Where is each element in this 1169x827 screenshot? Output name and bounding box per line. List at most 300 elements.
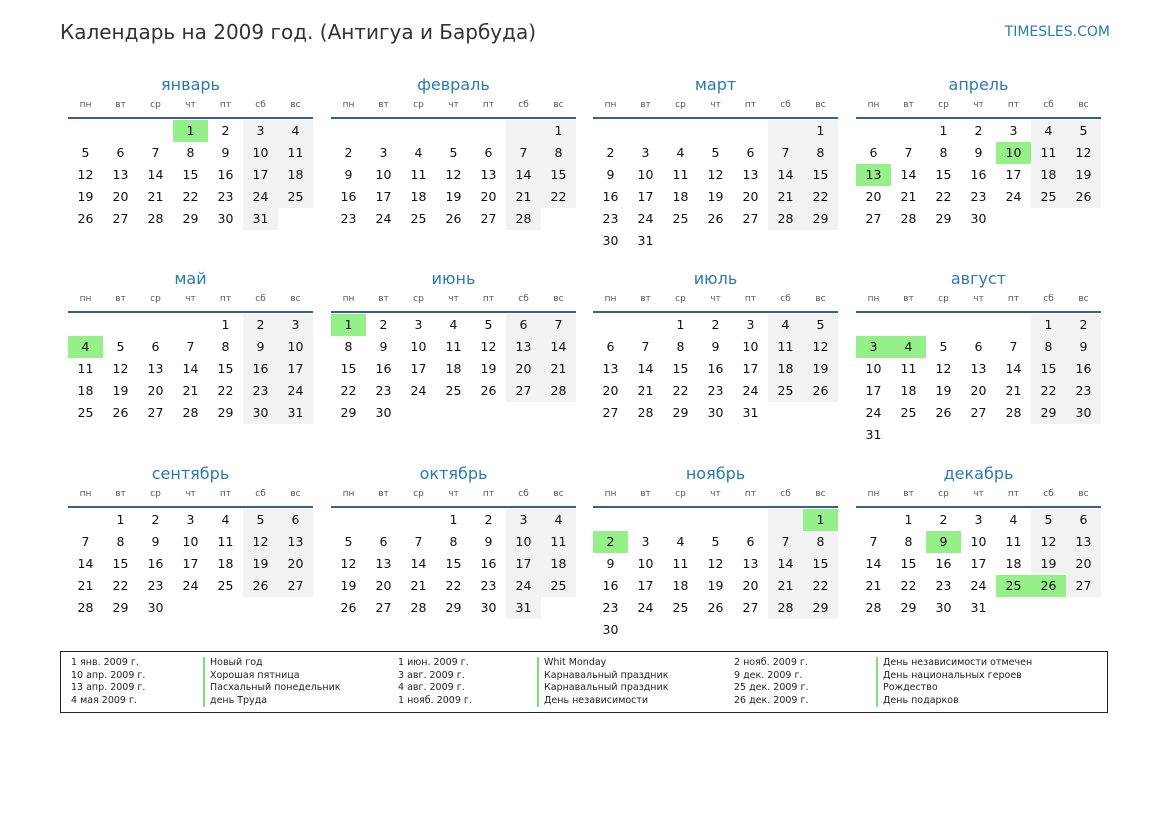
empty-cell bbox=[366, 120, 401, 142]
day-cell: 10 bbox=[410, 339, 427, 354]
day-cell: 24 bbox=[278, 380, 313, 402]
day-cell: 25 bbox=[278, 186, 313, 208]
day-cell: 1 bbox=[449, 512, 458, 527]
day-cell: 13 bbox=[602, 361, 619, 376]
day-cell: 16 bbox=[147, 556, 164, 571]
weekday-label: пн bbox=[79, 100, 92, 110]
legend-holiday-name: Карнавальный праздник bbox=[537, 670, 668, 683]
holiday-day-cell: 4 bbox=[891, 336, 926, 358]
day-cell: 15 bbox=[112, 556, 129, 571]
day-cell: 18 bbox=[278, 164, 313, 186]
day-cell: 22 bbox=[445, 578, 462, 593]
month-12 bbox=[856, 462, 1101, 619]
empty-cell bbox=[926, 314, 961, 336]
day-cell: 26 bbox=[935, 405, 952, 420]
day-cell: 19 bbox=[707, 578, 724, 593]
holiday-legend bbox=[60, 651, 1108, 713]
brand-link[interactable]: TIMESLES.COM bbox=[1004, 24, 1110, 40]
day-cell: 19 bbox=[707, 189, 724, 204]
day-cell: 2 bbox=[243, 314, 278, 336]
day-cell: 17 bbox=[243, 164, 278, 186]
day-cell: 17 bbox=[1005, 167, 1022, 182]
day-cell: 27 bbox=[480, 211, 497, 226]
legend-date: 1 июн. 2009 г. bbox=[398, 657, 469, 668]
weekday-label: сб bbox=[518, 100, 529, 110]
legend-holiday-name: День независимости bbox=[537, 695, 668, 708]
day-cell: 14 bbox=[768, 164, 803, 186]
day-cell: 16 bbox=[935, 556, 952, 571]
day-cell: 3 bbox=[974, 512, 983, 527]
day-cell: 18 bbox=[77, 383, 94, 398]
day-cell: 27 bbox=[375, 600, 392, 615]
legend-dates-col-2 bbox=[398, 657, 472, 707]
day-cell: 20 bbox=[506, 358, 541, 380]
day-cell: 19 bbox=[112, 383, 129, 398]
day-cell: 5 bbox=[243, 509, 278, 531]
page-title: Календарь на 2009 год. (Антигуа и Барбуда) bbox=[60, 20, 537, 44]
day-cell: 28 bbox=[900, 211, 917, 226]
weekday-label: сб bbox=[1043, 100, 1054, 110]
day-grid bbox=[68, 509, 313, 619]
day-cell: 14 bbox=[506, 164, 541, 186]
day-cell: 15 bbox=[445, 556, 462, 571]
day-cell: 7 bbox=[768, 142, 803, 164]
weekday-label: пт bbox=[1007, 489, 1020, 499]
day-cell: 11 bbox=[768, 336, 803, 358]
day-cell: 3 bbox=[379, 145, 388, 160]
empty-cell bbox=[698, 120, 733, 142]
day-cell: 21 bbox=[900, 189, 917, 204]
day-grid bbox=[593, 120, 838, 252]
day-cell: 2 bbox=[974, 123, 983, 138]
day-cell: 22 bbox=[672, 383, 689, 398]
day-cell: 30 bbox=[243, 402, 278, 424]
weekday-header bbox=[68, 291, 313, 313]
day-cell: 27 bbox=[865, 211, 882, 226]
day-cell: 28 bbox=[865, 600, 882, 615]
day-cell: 24 bbox=[637, 600, 654, 615]
day-cell: 28 bbox=[77, 600, 94, 615]
day-cell: 6 bbox=[869, 145, 878, 160]
day-cell: 28 bbox=[506, 208, 541, 230]
weekday-label: пн bbox=[79, 294, 92, 304]
day-grid bbox=[331, 120, 576, 230]
day-cell: 27 bbox=[742, 600, 759, 615]
day-cell: 21 bbox=[77, 578, 94, 593]
weekday-label: вс bbox=[1078, 100, 1089, 110]
weekday-label: пт bbox=[219, 294, 232, 304]
day-cell: 10 bbox=[506, 531, 541, 553]
day-cell: 30 bbox=[602, 622, 619, 637]
day-cell: 8 bbox=[803, 531, 838, 553]
day-cell: 19 bbox=[1066, 164, 1101, 186]
day-cell: 2 bbox=[151, 512, 160, 527]
day-cell: 12 bbox=[1031, 531, 1066, 553]
day-cell: 20 bbox=[970, 383, 987, 398]
legend-date: 26 дек. 2009 г. bbox=[734, 694, 809, 706]
weekday-label: вс bbox=[815, 294, 826, 304]
day-cell: 21 bbox=[410, 578, 427, 593]
weekday-label: ср bbox=[675, 489, 686, 499]
weekday-label: вт bbox=[640, 489, 651, 499]
day-cell: 14 bbox=[541, 336, 576, 358]
day-cell: 13 bbox=[375, 556, 392, 571]
day-cell: 7 bbox=[414, 534, 423, 549]
month-9 bbox=[68, 462, 313, 619]
weekday-label: пн bbox=[867, 100, 880, 110]
legend-date: 1 янв. 2009 г. bbox=[71, 657, 139, 668]
day-cell: 29 bbox=[672, 405, 689, 420]
day-grid bbox=[856, 509, 1101, 619]
day-cell: 5 bbox=[711, 145, 720, 160]
empty-cell bbox=[628, 314, 663, 336]
legend-dates-col-1 bbox=[71, 657, 145, 707]
legend-names-col-1 bbox=[203, 657, 341, 707]
empty-cell bbox=[401, 509, 436, 531]
day-cell: 24 bbox=[410, 383, 427, 398]
day-cell: 10 bbox=[182, 534, 199, 549]
day-cell: 26 bbox=[707, 211, 724, 226]
weekday-label: чт bbox=[185, 294, 196, 304]
day-cell: 25 bbox=[672, 211, 689, 226]
day-cell: 23 bbox=[375, 383, 392, 398]
day-cell: 27 bbox=[602, 405, 619, 420]
empty-cell bbox=[768, 120, 803, 142]
day-cell: 20 bbox=[742, 578, 759, 593]
holiday-day-cell: 10 bbox=[996, 142, 1031, 164]
day-cell: 11 bbox=[900, 361, 917, 376]
weekday-label: пн bbox=[342, 100, 355, 110]
day-cell: 19 bbox=[77, 189, 94, 204]
day-cell: 12 bbox=[112, 361, 129, 376]
empty-cell bbox=[593, 314, 628, 336]
weekday-label: пт bbox=[482, 294, 495, 304]
day-cell: 18 bbox=[445, 361, 462, 376]
day-cell: 6 bbox=[278, 509, 313, 531]
weekday-label: чт bbox=[185, 100, 196, 110]
weekday-label: сб bbox=[255, 294, 266, 304]
day-cell: 8 bbox=[541, 142, 576, 164]
day-cell: 16 bbox=[602, 189, 619, 204]
day-cell: 11 bbox=[278, 142, 313, 164]
day-cell: 9 bbox=[711, 339, 720, 354]
day-cell: 20 bbox=[147, 383, 164, 398]
legend-holiday-name: день Труда bbox=[203, 695, 341, 708]
legend-date: 4 мая 2009 г. bbox=[71, 694, 137, 706]
empty-cell bbox=[103, 120, 138, 142]
day-cell: 15 bbox=[900, 556, 917, 571]
day-cell: 10 bbox=[865, 361, 882, 376]
empty-cell bbox=[173, 314, 208, 336]
day-cell: 5 bbox=[711, 534, 720, 549]
day-cell: 22 bbox=[217, 383, 234, 398]
month-7 bbox=[593, 267, 838, 424]
day-cell: 3 bbox=[278, 314, 313, 336]
day-cell: 8 bbox=[676, 339, 685, 354]
legend-holiday-name: Whit Monday bbox=[537, 657, 668, 670]
weekday-label: чт bbox=[710, 489, 721, 499]
day-cell: 23 bbox=[602, 600, 619, 615]
day-cell: 24 bbox=[375, 211, 392, 226]
day-cell: 22 bbox=[340, 383, 357, 398]
legend-holiday-name: День национальных героев bbox=[876, 670, 1032, 683]
day-cell: 2 bbox=[1066, 314, 1101, 336]
weekday-label: ср bbox=[150, 100, 161, 110]
day-cell: 19 bbox=[480, 361, 497, 376]
day-cell: 26 bbox=[803, 380, 838, 402]
day-cell: 28 bbox=[182, 405, 199, 420]
day-grid bbox=[68, 314, 313, 424]
day-cell: 17 bbox=[970, 556, 987, 571]
day-cell: 25 bbox=[768, 380, 803, 402]
day-cell: 6 bbox=[151, 339, 160, 354]
day-cell: 5 bbox=[344, 534, 353, 549]
day-cell: 6 bbox=[746, 534, 755, 549]
day-cell: 20 bbox=[1066, 553, 1101, 575]
day-cell: 12 bbox=[445, 167, 462, 182]
day-cell: 24 bbox=[506, 575, 541, 597]
weekday-label: пт bbox=[1007, 100, 1020, 110]
day-cell: 6 bbox=[974, 339, 983, 354]
month-6 bbox=[331, 267, 576, 424]
legend-date: 4 авг. 2009 г. bbox=[398, 682, 465, 694]
day-cell: 17 bbox=[182, 556, 199, 571]
day-cell: 25 bbox=[410, 211, 427, 226]
day-cell: 28 bbox=[147, 211, 164, 226]
holiday-day-cell: 1 bbox=[173, 120, 208, 142]
day-cell: 16 bbox=[602, 578, 619, 593]
day-cell: 1 bbox=[221, 317, 230, 332]
day-cell: 8 bbox=[939, 145, 948, 160]
day-cell: 22 bbox=[935, 189, 952, 204]
day-cell: 10 bbox=[243, 142, 278, 164]
empty-cell bbox=[103, 314, 138, 336]
day-cell: 29 bbox=[217, 405, 234, 420]
day-cell: 5 bbox=[81, 145, 90, 160]
day-cell: 30 bbox=[1066, 402, 1101, 424]
day-cell: 29 bbox=[900, 600, 917, 615]
day-cell: 9 bbox=[1066, 336, 1101, 358]
empty-cell bbox=[506, 120, 541, 142]
month-name: май bbox=[174, 269, 207, 288]
day-cell: 25 bbox=[445, 383, 462, 398]
day-cell: 31 bbox=[637, 233, 654, 248]
holiday-day-cell: 3 bbox=[856, 336, 891, 358]
day-cell: 18 bbox=[217, 556, 234, 571]
weekday-header bbox=[856, 486, 1101, 508]
weekday-label: вт bbox=[115, 100, 126, 110]
day-cell: 24 bbox=[865, 405, 882, 420]
weekday-label: пн bbox=[604, 294, 617, 304]
day-cell: 22 bbox=[900, 578, 917, 593]
weekday-label: сб bbox=[780, 100, 791, 110]
empty-cell bbox=[138, 314, 173, 336]
day-cell: 18 bbox=[541, 553, 576, 575]
day-cell: 14 bbox=[77, 556, 94, 571]
empty-cell bbox=[856, 314, 891, 336]
legend-holiday-name: Карнавальный праздник bbox=[537, 682, 668, 695]
day-cell: 24 bbox=[1005, 189, 1022, 204]
legend-date: 2 нояб. 2009 г. bbox=[734, 657, 808, 668]
empty-cell bbox=[856, 120, 891, 142]
day-cell: 14 bbox=[900, 167, 917, 182]
day-grid bbox=[331, 314, 576, 424]
day-cell: 5 bbox=[939, 339, 948, 354]
day-cell: 2 bbox=[606, 145, 615, 160]
day-cell: 17 bbox=[278, 358, 313, 380]
weekday-label: вт bbox=[378, 100, 389, 110]
weekday-header bbox=[68, 486, 313, 508]
weekday-label: чт bbox=[448, 294, 459, 304]
day-cell: 5 bbox=[484, 317, 493, 332]
day-cell: 8 bbox=[449, 534, 458, 549]
month-10 bbox=[331, 462, 576, 619]
day-cell: 26 bbox=[445, 211, 462, 226]
day-cell: 10 bbox=[637, 167, 654, 182]
day-cell: 29 bbox=[803, 208, 838, 230]
day-cell: 17 bbox=[506, 553, 541, 575]
day-cell: 24 bbox=[742, 383, 759, 398]
day-cell: 13 bbox=[970, 361, 987, 376]
day-cell: 11 bbox=[1031, 142, 1066, 164]
month-5 bbox=[68, 267, 313, 424]
day-cell: 6 bbox=[746, 145, 755, 160]
empty-cell bbox=[891, 120, 926, 142]
weekday-label: ср bbox=[675, 294, 686, 304]
day-cell: 9 bbox=[151, 534, 160, 549]
day-cell: 27 bbox=[742, 211, 759, 226]
legend-date: 13 апр. 2009 г. bbox=[71, 682, 146, 694]
weekday-label: пн bbox=[342, 489, 355, 499]
day-cell: 31 bbox=[243, 208, 278, 230]
day-cell: 22 bbox=[182, 189, 199, 204]
day-cell: 7 bbox=[768, 531, 803, 553]
day-cell: 15 bbox=[217, 361, 234, 376]
weekday-label: пт bbox=[482, 489, 495, 499]
weekday-label: сб bbox=[255, 100, 266, 110]
day-cell: 5 bbox=[449, 145, 458, 160]
month-name: июль bbox=[693, 269, 738, 288]
day-cell: 9 bbox=[484, 534, 493, 549]
day-cell: 14 bbox=[637, 361, 654, 376]
holiday-day-cell: 13 bbox=[856, 164, 891, 186]
empty-cell bbox=[768, 509, 803, 531]
day-cell: 22 bbox=[541, 186, 576, 208]
day-cell: 27 bbox=[278, 575, 313, 597]
day-cell: 7 bbox=[641, 339, 650, 354]
day-cell: 6 bbox=[506, 314, 541, 336]
day-cell: 13 bbox=[506, 336, 541, 358]
day-cell: 19 bbox=[340, 578, 357, 593]
weekday-label: вт bbox=[378, 489, 389, 499]
day-cell: 12 bbox=[340, 556, 357, 571]
empty-cell bbox=[663, 509, 698, 531]
day-cell: 19 bbox=[445, 189, 462, 204]
day-cell: 11 bbox=[672, 556, 689, 571]
day-cell: 27 bbox=[970, 405, 987, 420]
weekday-header bbox=[856, 291, 1101, 313]
day-cell: 16 bbox=[970, 167, 987, 182]
day-cell: 13 bbox=[742, 167, 759, 182]
holiday-day-cell: 1 bbox=[331, 314, 366, 336]
day-cell: 25 bbox=[900, 405, 917, 420]
day-cell: 17 bbox=[637, 189, 654, 204]
day-cell: 8 bbox=[186, 145, 195, 160]
empty-cell bbox=[366, 509, 401, 531]
day-grid bbox=[593, 509, 838, 641]
day-cell: 4 bbox=[676, 534, 685, 549]
day-cell: 4 bbox=[1031, 120, 1066, 142]
month-name: сентябрь bbox=[151, 464, 230, 483]
day-cell: 18 bbox=[900, 383, 917, 398]
day-cell: 25 bbox=[77, 405, 94, 420]
day-cell: 12 bbox=[480, 339, 497, 354]
weekday-header bbox=[331, 97, 576, 119]
day-cell: 1 bbox=[541, 120, 576, 142]
day-cell: 13 bbox=[480, 167, 497, 182]
day-cell: 20 bbox=[375, 578, 392, 593]
day-cell: 23 bbox=[707, 383, 724, 398]
day-cell: 18 bbox=[1031, 164, 1066, 186]
day-cell: 8 bbox=[344, 339, 353, 354]
month-name: апрель bbox=[948, 75, 1009, 94]
day-cell: 4 bbox=[1009, 512, 1018, 527]
empty-cell bbox=[68, 314, 103, 336]
day-cell: 16 bbox=[480, 556, 497, 571]
day-cell: 11 bbox=[410, 167, 427, 182]
day-cell: 24 bbox=[970, 578, 987, 593]
empty-cell bbox=[401, 120, 436, 142]
day-cell: 21 bbox=[768, 186, 803, 208]
day-cell: 8 bbox=[221, 339, 230, 354]
weekday-label: чт bbox=[710, 100, 721, 110]
day-cell: 1 bbox=[676, 317, 685, 332]
day-cell: 30 bbox=[707, 405, 724, 420]
day-cell: 29 bbox=[340, 405, 357, 420]
day-cell: 26 bbox=[340, 600, 357, 615]
day-cell: 14 bbox=[1005, 361, 1022, 376]
day-cell: 2 bbox=[344, 145, 353, 160]
day-cell: 30 bbox=[147, 600, 164, 615]
day-cell: 13 bbox=[147, 361, 164, 376]
day-cell: 11 bbox=[77, 361, 94, 376]
empty-cell bbox=[733, 120, 768, 142]
weekday-label: пт bbox=[744, 489, 757, 499]
weekday-label: сб bbox=[518, 294, 529, 304]
weekday-header bbox=[331, 486, 576, 508]
month-name: январь bbox=[161, 75, 220, 94]
day-cell: 3 bbox=[414, 317, 423, 332]
day-cell: 9 bbox=[221, 145, 230, 160]
empty-cell bbox=[891, 314, 926, 336]
day-cell: 6 bbox=[1066, 509, 1101, 531]
day-cell: 30 bbox=[970, 211, 987, 226]
weekday-label: чт bbox=[973, 100, 984, 110]
day-cell: 31 bbox=[506, 597, 541, 619]
day-cell: 29 bbox=[445, 600, 462, 615]
weekday-label: вс bbox=[290, 294, 301, 304]
weekday-label: вт bbox=[903, 100, 914, 110]
holiday-day-cell: 2 bbox=[593, 531, 628, 553]
day-cell: 27 bbox=[1066, 575, 1101, 597]
day-cell: 7 bbox=[186, 339, 195, 354]
day-cell: 25 bbox=[217, 578, 234, 593]
day-cell: 24 bbox=[182, 578, 199, 593]
legend-holiday-name: Пасхальный понедельник bbox=[203, 682, 341, 695]
day-cell: 3 bbox=[1009, 123, 1018, 138]
day-cell: 21 bbox=[506, 186, 541, 208]
day-cell: 1 bbox=[939, 123, 948, 138]
